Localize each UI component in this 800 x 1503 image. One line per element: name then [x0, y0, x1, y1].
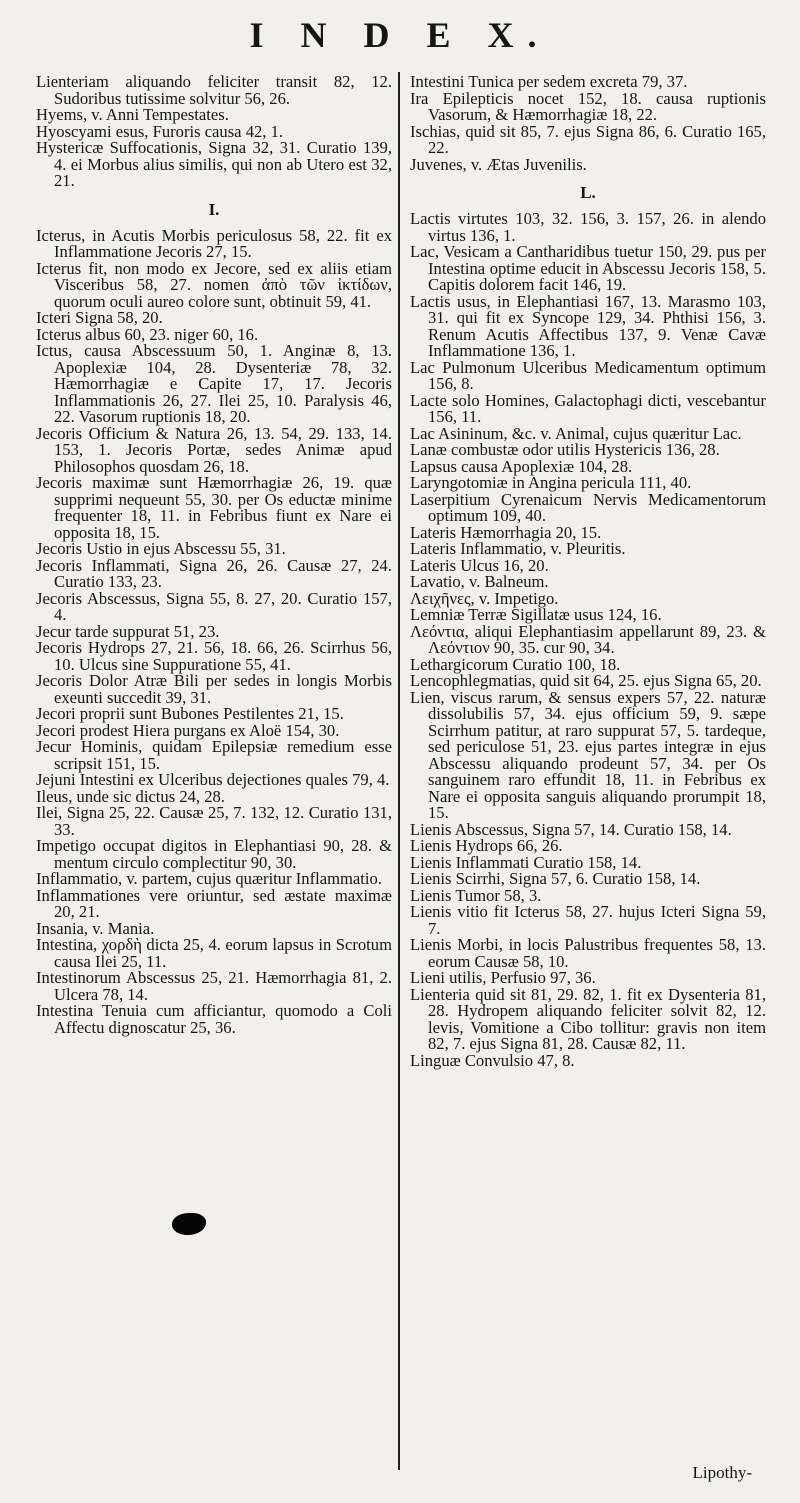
index-entry: Jecori proprii sunt Bubones Pestilentes 21, 15. — [36, 704, 344, 723]
index-entry: Jecur Hominis, quidam Epilepsiæ remedium esse scripsit 151, 15. — [36, 737, 392, 773]
catchword: Lipothy- — [692, 1463, 752, 1482]
index-entry: Λειχῆνες, v. Impetigo. — [410, 588, 559, 608]
index-entry: Lethargicorum Curatio 100, 18. — [410, 654, 621, 674]
index-entry: Lac, Vesicam a Cantharidibus tuetur 150, 29. pus per Intestina optime educit in Abscessu Jecoris 158, 5. Capitis dolorem facit 146, 19. — [410, 242, 766, 294]
index-entry: Jecoris Inflammati, Signa 26, 26. Causæ 27, 24. Curatio 133, 23. — [36, 555, 392, 591]
index-entry: Intestinorum Abscessus 25, 21. Hæmorrhagia 81, 2. Ulcera 78, 14. — [36, 968, 392, 1004]
index-entry: Intestina Tenuia cum afficiantur, quomodo a Coli Affectu dignoscatur 25, 36. — [36, 1001, 392, 1037]
index-entry: Ira Epilepticis nocet 152, 18. causa ruptionis Vasorum, & Hæmorrhagiæ 18, 22. — [410, 88, 766, 124]
index-entry: Lienis Abscessus, Signa 57, 14. Curatio 158, 14. — [410, 819, 732, 839]
index-entry: Jecoris Ustio in ejus Abscessu 55, 31. — [36, 539, 286, 558]
left-entries-a — [36, 74, 392, 190]
right-column — [410, 74, 766, 1069]
right-entries-a — [410, 74, 766, 173]
index-entry: Lienis Scirrhi, Signa 57, 6. Curatio 158, 14. — [410, 869, 701, 888]
index-entry: Jecoris maximæ sunt Hæmorrhagiæ 26, 19. quæ supprimi nequeunt 55, 30. per Os eductæ minime frequenter 18, 11. in Febribus fiunt ex Nare ei opposita 18, 15. — [36, 473, 392, 542]
index-entry: Lateris Hæmorrhagia 20, 15. — [410, 522, 602, 542]
index-entry: Jecoris Abscessus, Signa 55, 8. 27, 20. Curatio 157, 4. — [36, 588, 392, 624]
index-entry: Lencophlegmatias, quid sit 64, 25. ejus Signa 65, 20. — [410, 671, 762, 690]
index-entry: Lac Asininum, &c. v. Animal, cujus quæritur Lac. — [410, 423, 742, 443]
index-entry: Ilei, Signa 25, 22. Causæ 25, 7. 132, 12. Curatio 131, 33. — [36, 803, 392, 839]
index-entry: Lienis Tumor 58, 3. — [410, 885, 542, 905]
index-entry: Lienis Morbi, in locis Palustribus frequentes 58, 13. eorum Causæ 58, 10. — [410, 935, 766, 971]
index-entry: Lateris Inflammatio, v. Pleuritis. — [410, 539, 626, 558]
index-entry: Jecur tarde suppurat 51, 23. — [36, 621, 220, 641]
index-entry: Lien, viscus rarum, & sensus expers 57, 22. naturæ dissolubilis 57, 34. ejus officium 59, 9. sæpe Scirrhum patitur, at raro suppurat 57, 5. tardeque, sed periculose 51, 23. ejus partes integræ in ejus Abscessu aliquando prodeunt 57, 34. per Os sanguinem raro effundit 18, 11. in Febribus ex Nare ei opposita sanguis aliquando prorumpit 18, 15. — [410, 687, 766, 822]
index-entry: Icteri Signa 58, 20. — [36, 308, 163, 327]
ink-blot — [172, 1213, 206, 1235]
index-entry: Icterus fit, non modo ex Jecore, sed ex aliis etiam Visceribus 58, 27. nomen ἀπὸ τῶν ἰκτίδων, quorum oculi aureo colore sunt, obtinuit 59, 41. — [36, 258, 392, 311]
index-entry: Laryngotomiæ in Angina pericula 111, 40. — [410, 473, 692, 492]
index-entry: Lieni utilis, Perfusio 97, 36. — [410, 968, 596, 987]
index-entry: Hyoscyami esus, Furoris causa 42, 1. — [36, 121, 284, 141]
column-divider — [398, 72, 400, 1470]
page-title: I N D E X. — [249, 15, 551, 55]
index-entry: Jecoris Hydrops 27, 21. 56, 18. 66, 26. Scirrhus 56, 10. Ulcus sine Suppuratione 55, 41. — [36, 638, 392, 674]
index-entry: Lactis usus, in Elephantiasi 167, 13. Marasmo 103, 31. qui fit ex Syncope 129, 34. Phthisi 156, 3. Renum Acutis Affectibus 137, 9. Venæ Cavæ Inflammatione 136, 1. — [410, 291, 766, 360]
index-entry: Lacte solo Homines, Galactophagi dicti, vescebantur 156, 11. — [410, 390, 766, 426]
left-entries-b — [36, 225, 392, 1037]
section-heading-i: I. — [208, 199, 220, 219]
index-entry: Lavatio, v. Balneum. — [410, 572, 549, 591]
index-entry: Ictus, causa Abscessuum 50, 1. Anginæ 8, 13. Apoplexiæ 104, 28. Dysenteriæ 78, 32. Hæmorrhagiæ e Capite 17, 17. Jecoris Inflammationis 26, 27. Ilei 25, 10. Paralysis 46, 22. Vasorum ruptionis 18, 20. — [36, 341, 392, 426]
index-entry: Jecoris Officium & Natura 26, 13. 54, 29. 133, 14. 153, 1. Jecoris Portæ, sedes Animæ apud Philosophos quosdam 26, 18. — [36, 423, 392, 476]
index-entry: Intestina, χορδὴ dicta 25, 4. eorum lapsus in Scrotum causa Ilei 25, 11. — [36, 935, 392, 971]
index-entry: Lapsus causa Apoplexiæ 104, 28. — [410, 456, 633, 476]
index-entry: Lactis virtutes 103, 32. 156, 3. 157, 26. in alendo virtus 136, 1. — [410, 209, 766, 245]
index-entry: Laserpitium Cyrenaicum Nervis Medicamentorum optimum 109, 40. — [410, 489, 766, 525]
index-entry: Lienis Inflammati Curatio 158, 14. — [410, 852, 642, 872]
index-entry: Lienteria quid sit 81, 29. 82, 1. fit ex Dysenteria 81, 28. Hydropem aliquando feliciter solvit 82, 12. levis, Vomitione a Cibo tollitur: gravis non item 82, 7. ejus Signa 81, 28. Causæ 82, 11. — [410, 984, 766, 1053]
right-entries-b — [410, 211, 766, 1069]
index-entry: Icterus, in Acutis Morbis periculosus 58, 22. fit ex Inflammatione Jecoris 27, 15. — [36, 225, 392, 261]
index-entry: Inflammationes vere oriuntur, sed æstate maximæ 20, 21. — [36, 885, 392, 921]
index-entry: Juvenes, v. Ætas Juvenilis. — [410, 154, 587, 174]
index-entry: Jecori prodest Hiera purgans ex Aloë 154, 30. — [36, 720, 340, 740]
index-entry: Lienis vitio fit Icterus 58, 27. hujus Icteri Signa 59, 7. — [410, 902, 766, 938]
index-entry: Lemniæ Terræ Sigillatæ usus 124, 16. — [410, 605, 662, 624]
index-entry: Lienteriam aliquando feliciter transit 82, 12. Sudoribus tutissime solvitur 56, 26. — [36, 72, 392, 108]
index-entry: Lac Pulmonum Ulceribus Medicamentum optimum 156, 8. — [410, 357, 766, 393]
index-entry: Lienis Hydrops 66, 26. — [410, 836, 563, 855]
index-entry: Insania, v. Mania. — [36, 918, 155, 938]
index-entry: Hystericæ Suffocationis, Signa 32, 31. Curatio 139, 4. ei Morbus alius similis, qui non ab Utero est 32, 21. — [36, 138, 392, 190]
index-entry: Jecoris Dolor Atræ Bili per sedes in longis Morbis exeunti succedit 39, 31. — [36, 671, 392, 707]
index-entry: Icterus albus 60, 23. niger 60, 16. — [36, 324, 259, 344]
index-entry: Ileus, unde sic dictus 24, 28. — [36, 786, 225, 806]
index-entry: Hyems, v. Anni Tempestates. — [36, 105, 229, 124]
index-entry: Lanæ combustæ odor utilis Hystericis 136, 28. — [410, 440, 720, 459]
index-entry: Inflammatio, v. partem, cujus quæritur Inflammatio. — [36, 869, 382, 888]
index-entry: Λεόντια, aliqui Elephantiasim appellarunt 89, 23. & Λεόντιον 90, 35. cur 90, 34. — [410, 621, 766, 657]
index-entry: Jejuni Intestini ex Ulceribus dejectiones quales 79, 4. — [36, 770, 390, 789]
index-entry: Impetigo occupat digitos in Elephantiasi 90, 28. & mentum circulo complectitur 90, 30. — [36, 836, 392, 872]
index-entry: Ischias, quid sit 85, 7. ejus Signa 86, 6. Curatio 165, 22. — [410, 121, 766, 157]
index-entry: Intestini Tunica per sedem excreta 79, 37. — [410, 72, 688, 91]
section-heading-l: L. — [580, 183, 596, 202]
index-entry: Lateris Ulcus 16, 20. — [410, 555, 549, 575]
index-entry: Linguæ Convulsio 47, 8. — [410, 1050, 575, 1070]
left-column — [36, 74, 392, 1036]
